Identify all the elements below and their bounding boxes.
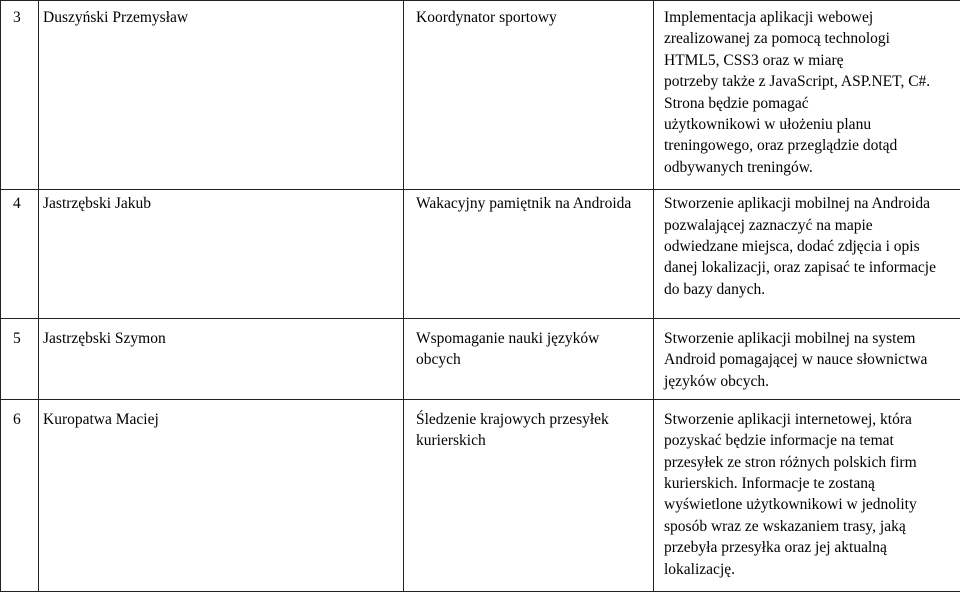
- table-row: [1, 399, 960, 591]
- row-number: 3: [1, 1, 39, 190]
- student-name: Duszyński Przemysław: [39, 1, 404, 190]
- description-line: użytkownikowi w ułożeniu planu: [664, 116, 872, 134]
- project-title: Wspomaganie nauki języków obcych: [404, 319, 654, 400]
- description-line: Stworzenie aplikacji internetowej, która: [664, 410, 912, 428]
- description-line: zrealizowanej za pomocą technologi: [664, 30, 890, 48]
- table-row: [1, 319, 960, 400]
- project-description: [654, 190, 960, 319]
- description-line: odbywanych treningów.: [664, 158, 813, 176]
- description-line: Stworzenie aplikacji mobilnej na Androida: [664, 195, 931, 213]
- project-title: [404, 399, 654, 591]
- description-line: Stworzenie aplikacji mobilnej na system: [664, 330, 916, 348]
- description-line: pozyskać będzie informacje na temat: [664, 432, 894, 450]
- project-description: [654, 399, 960, 591]
- project-description: [654, 319, 960, 400]
- title-line: Śledzenie krajowych przesyłek: [416, 410, 609, 428]
- description-line: sposób wraz ze wskazaniem trasy, jaką: [664, 517, 906, 535]
- row-number: 4: [1, 190, 39, 319]
- table-row: [1, 1, 960, 190]
- description-line: Implementacja aplikacji webowej: [664, 9, 874, 26]
- description-line: lokalizację.: [664, 560, 735, 578]
- description-line: wyświetlone użytkownikowi w jednolity: [664, 496, 917, 514]
- description-line: danej lokalizacji, oraz zapisać te informacje: [664, 259, 936, 277]
- description-line: przesyłek ze stron różnych polskich firm: [664, 453, 917, 471]
- description-line: do bazy danych.: [664, 280, 766, 298]
- project-title: Wakacyjny pamiętnik na Androida: [404, 190, 654, 319]
- row-number: 5: [1, 319, 39, 400]
- description-line: odwiedzane miejsca, dodać zdjęcia i opis: [664, 238, 920, 256]
- description-line: Android pomagającej w nauce słownictwa: [664, 351, 928, 369]
- project-description: [654, 1, 960, 190]
- description-line: języków obcych.: [664, 372, 770, 390]
- description-line: przebyła przesyłka oraz jej aktualną: [664, 539, 887, 557]
- description-line: treningowego, oraz przeglądzie dotąd: [664, 137, 898, 155]
- description-line: kurierskich. Informacje te zostaną: [664, 474, 875, 492]
- description-line: pozwalającej zaznaczyć na mapie: [664, 216, 873, 234]
- student-name: Jastrzębski Szymon: [39, 319, 404, 400]
- table-row: [1, 190, 960, 319]
- student-name: Jastrzębski Jakub: [39, 190, 404, 319]
- title-line: kurierskich: [416, 432, 486, 450]
- student-name: Kuropatwa Maciej: [39, 399, 404, 591]
- description-line: HTML5, CSS3 oraz w miarę: [664, 51, 844, 69]
- description-line: potrzeby także z JavaScript, ASP.NET, C#.: [664, 73, 931, 91]
- project-title: Koordynator sportowy: [404, 1, 654, 190]
- row-number: 6: [1, 399, 39, 591]
- description-line: Strona będzie pomagać: [664, 94, 809, 112]
